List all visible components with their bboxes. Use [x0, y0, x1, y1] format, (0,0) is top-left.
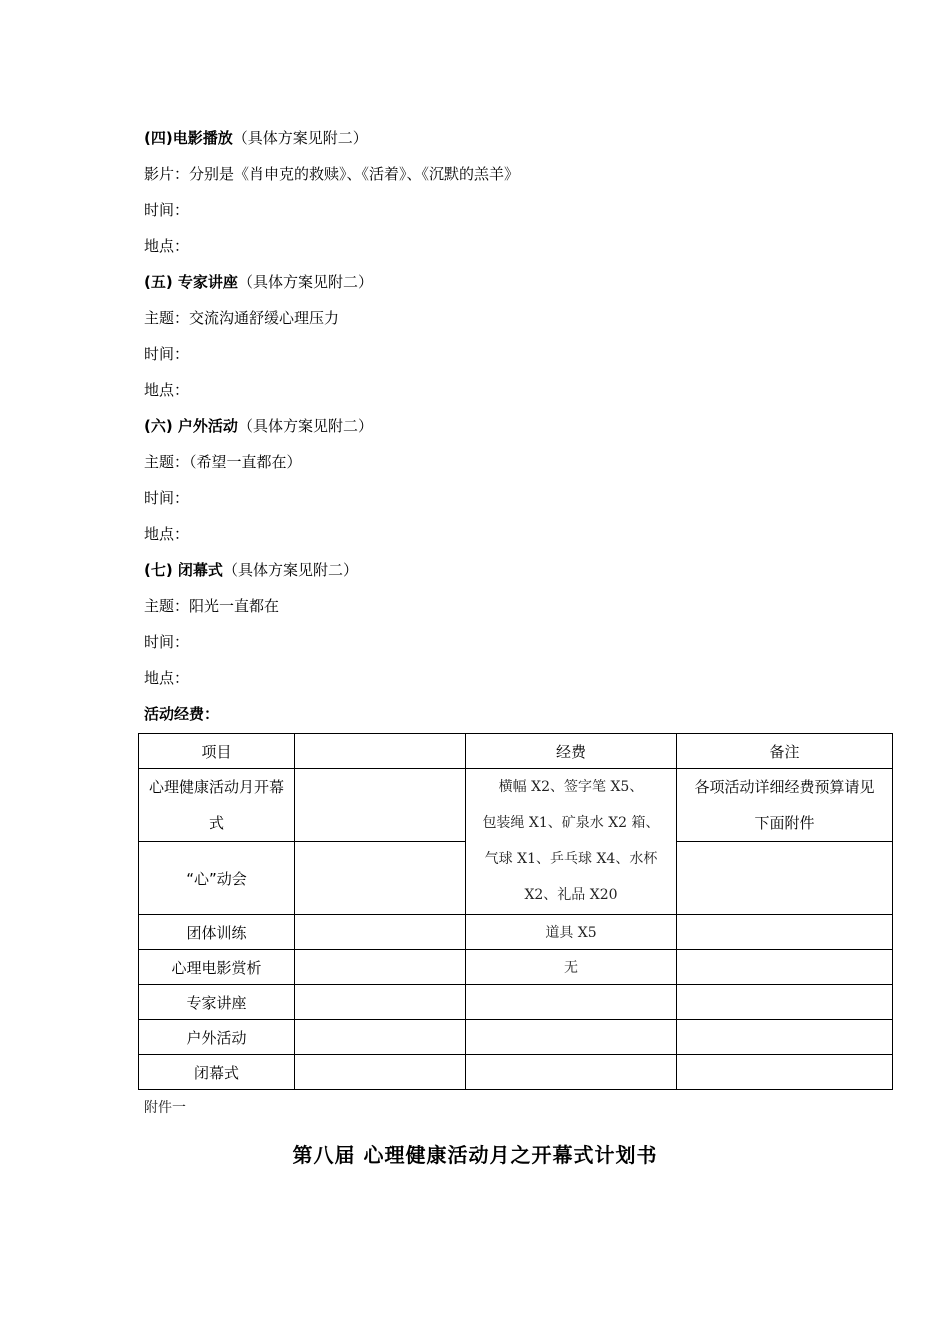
section-heading: (五) 专家讲座 — [144, 273, 238, 291]
section-6-heading-line — [144, 416, 373, 436]
section-heading: (六) 户外活动 — [144, 417, 238, 435]
section-line: 主题：阳光一直都在 — [144, 597, 280, 615]
cost-line: 包装绳 X1、矿泉水 X2 箱、 — [482, 815, 660, 831]
table-header-cell: 备注 — [677, 734, 893, 769]
item-cell-line: 式 — [208, 814, 224, 832]
remark-line: 各项活动详细经费预算请见 — [694, 778, 875, 796]
table-row — [139, 915, 893, 950]
table-row — [139, 769, 893, 842]
remark-cell — [677, 769, 893, 842]
section-4-heading-line — [144, 128, 368, 148]
blank-cell — [295, 769, 466, 842]
section-line: 时间： — [144, 201, 190, 219]
cost-line: 横幅 X2、签字笔 X5、 — [498, 779, 644, 795]
section-line: 时间： — [144, 633, 190, 651]
budget-heading: 活动经费： — [144, 705, 220, 723]
table-row — [139, 1020, 893, 1055]
table-header-cell — [295, 734, 466, 769]
cost-cell: 无 — [466, 950, 677, 985]
section-line: 地点： — [144, 669, 190, 687]
item-cell: 团体训练 — [139, 915, 295, 950]
section-heading: (四)电影播放 — [144, 129, 233, 147]
section-line: 地点： — [144, 381, 190, 399]
section-line: 地点： — [144, 237, 190, 255]
blank-cell — [295, 1055, 466, 1090]
section-line: 时间： — [144, 489, 190, 507]
budget-table — [138, 733, 893, 1090]
section-line: 时间： — [144, 345, 190, 363]
item-cell — [139, 769, 295, 842]
section-line: 主题：交流沟通舒缓心理压力 — [144, 309, 340, 327]
section-line: 地点： — [144, 525, 190, 543]
blank-cell — [295, 1020, 466, 1055]
item-cell: 闭幕式 — [139, 1055, 295, 1090]
remark-cell — [677, 1020, 893, 1055]
table-header-row — [139, 734, 893, 769]
table-row — [139, 985, 893, 1020]
section-line: 影片：分别是《肖申克的救赎》、《活着》、《沉默的羔羊》 — [144, 165, 520, 183]
section-note: （具体方案见附二） — [237, 417, 373, 435]
appendix-label: 附件一 — [144, 1100, 186, 1116]
blank-cell — [295, 985, 466, 1020]
cost-cell — [466, 985, 677, 1020]
table-header-cell: 经费 — [466, 734, 677, 769]
item-cell: 心理电影赏析 — [139, 950, 295, 985]
cost-line: 气球 X1、乒乓球 X4、水杯 — [484, 851, 658, 867]
item-cell: 户外活动 — [139, 1020, 295, 1055]
remark-line: 下面附件 — [754, 814, 815, 832]
table-header-cell: 项目 — [139, 734, 295, 769]
blank-cell — [295, 950, 466, 985]
cost-cell — [466, 1055, 677, 1090]
item-cell-line: 心理健康活动月开幕 — [148, 778, 284, 796]
item-cell: 专家讲座 — [139, 985, 295, 1020]
cost-cell: 道具 X5 — [466, 915, 677, 950]
blank-cell — [295, 842, 466, 915]
remark-cell — [677, 842, 893, 915]
section-note: （具体方案见附二） — [232, 129, 368, 147]
section-line: 主题：（希望一直都在） — [144, 453, 302, 471]
section-heading: (七) 闭幕式 — [144, 561, 223, 579]
section-5-heading-line — [144, 272, 373, 292]
remark-cell — [677, 915, 893, 950]
section-7-heading-line — [144, 560, 358, 580]
remark-cell — [677, 985, 893, 1020]
table-row — [139, 950, 893, 985]
section-note: （具体方案见附二） — [222, 561, 358, 579]
table-row — [139, 1055, 893, 1090]
cost-line: X2、礼品 X20 — [524, 887, 618, 903]
remark-cell — [677, 950, 893, 985]
plan-title: 第八届 心理健康活动月之开幕式计划书 — [292, 1143, 658, 1167]
cost-cell-merged — [466, 769, 677, 915]
blank-cell — [295, 915, 466, 950]
item-cell: “心”动会 — [139, 842, 295, 915]
cost-cell — [466, 1020, 677, 1055]
section-note: （具体方案见附二） — [237, 273, 373, 291]
remark-cell — [677, 1055, 893, 1090]
